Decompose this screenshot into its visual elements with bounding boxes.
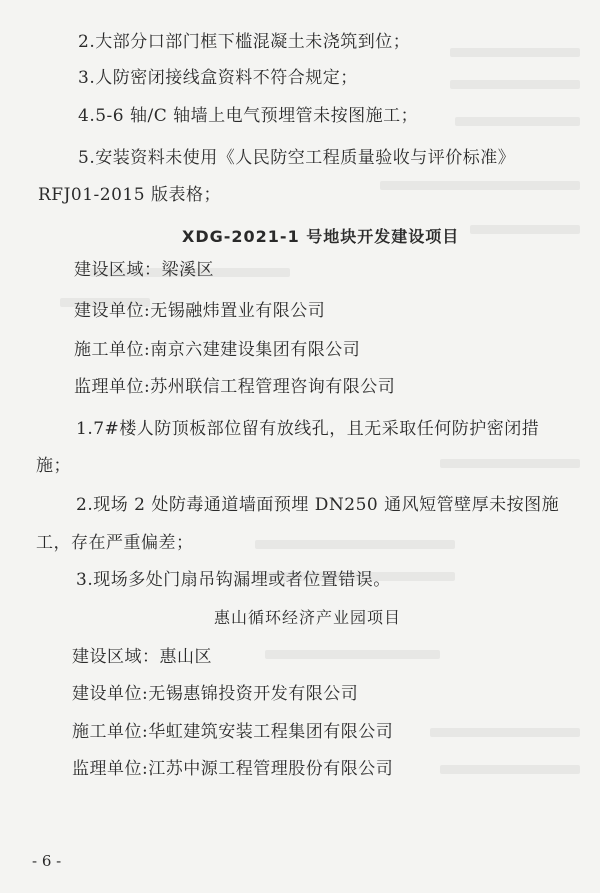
list-item: RFJ01-2015 版表格； [38, 185, 221, 205]
issue-item: 工，存在严重偏差； [36, 533, 194, 553]
show-through [450, 48, 580, 57]
developer-field: 建设单位:无锡惠锦投资开发有限公司 [72, 684, 359, 704]
show-through [380, 181, 580, 190]
issue-item: 施； [36, 456, 71, 476]
supervisor-field: 监理单位:苏州联信工程管理咨询有限公司 [74, 377, 396, 397]
list-item: 2.大部分口部门框下槛混凝土未浇筑到位； [78, 32, 411, 52]
show-through [255, 540, 455, 549]
issue-item: 1.7#楼人防顶板部位留有放线孔，且无采取任何防护密闭措 [76, 419, 540, 439]
contractor-field: 施工单位:南京六建建设集团有限公司 [74, 340, 361, 360]
project-title: XDG-2021-1 号地块开发建设项目 [182, 227, 460, 246]
show-through [450, 80, 580, 89]
show-through [440, 459, 580, 468]
show-through [455, 117, 580, 126]
list-item: 4.5-6 轴/C 轴墙上电气预埋管未按图施工； [78, 106, 419, 126]
show-through [440, 765, 580, 774]
contractor-field: 施工单位:华虹建筑安装工程集团有限公司 [72, 722, 394, 742]
issue-item: 3.现场多处门扇吊钩漏埋或者位置错误。 [76, 570, 391, 590]
list-item: 5.安装资料未使用《人民防空工程质量验收与评价标准》 [78, 148, 516, 168]
page-number: - 6 - [32, 852, 62, 870]
issue-item: 2.现场 2 处防毒通道墙面预埋 DN250 通风短管壁厚未按图施 [76, 495, 560, 515]
developer-field: 建设单位:无锡融炜置业有限公司 [74, 301, 326, 321]
show-through [430, 728, 580, 737]
show-through [470, 225, 580, 234]
district-field: 建设区域：惠山区 [72, 647, 212, 667]
supervisor-field: 监理单位:江苏中源工程管理股份有限公司 [72, 759, 394, 779]
project-title: 惠山循环经济产业园项目 [214, 608, 402, 627]
show-through [265, 650, 440, 659]
list-item: 3.人防密闭接线盒资料不符合规定； [78, 68, 358, 88]
district-field: 建设区域：梁溪区 [74, 260, 214, 280]
